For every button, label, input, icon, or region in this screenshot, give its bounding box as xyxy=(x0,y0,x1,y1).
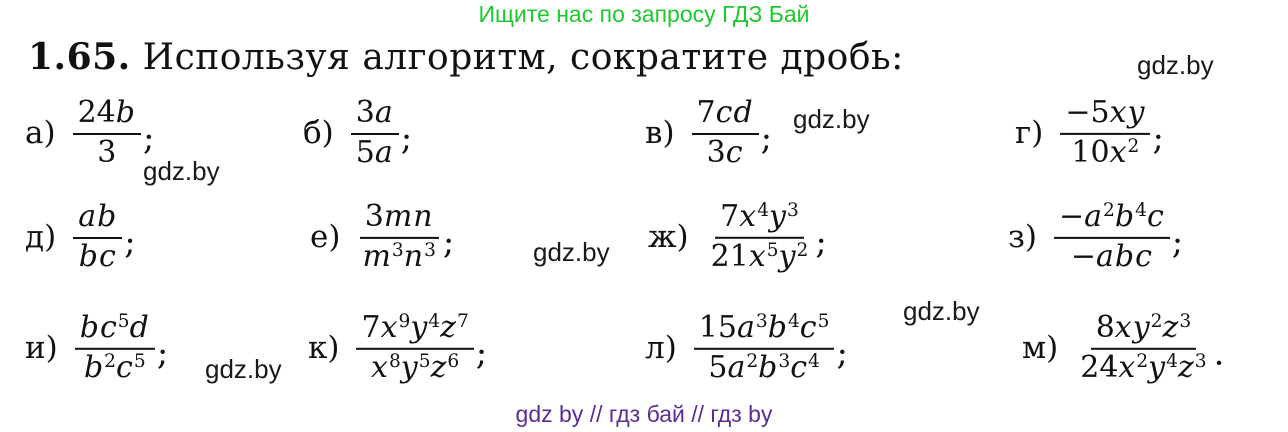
gdz-watermark: gdz.by xyxy=(1137,50,1214,80)
fraction-denominator: 3c xyxy=(706,134,744,170)
item-punctuation: . xyxy=(1213,333,1225,374)
item-punctuation: ; xyxy=(1171,222,1184,263)
fraction-numerator: $7x^9y^4z^7$ xyxy=(356,311,473,350)
item-punctuation: ; xyxy=(1152,118,1164,159)
fraction-numerator: 24b xyxy=(73,96,141,135)
item-punctuation: ; xyxy=(836,333,848,374)
fraction xyxy=(706,200,814,274)
item-label: д) xyxy=(25,219,57,255)
footer-watermark: gdz by // гдз бай // гдз by xyxy=(515,401,773,427)
fraction-denominator: 5a xyxy=(355,134,394,170)
item-label: а) xyxy=(25,115,56,151)
fraction-item xyxy=(25,96,154,170)
fraction-item xyxy=(648,200,827,274)
fraction-item xyxy=(303,96,412,170)
item-punctuation: ; xyxy=(475,333,488,374)
item-label: е) xyxy=(310,219,341,255)
gdz-watermark: gdz.by xyxy=(793,104,870,134)
fraction xyxy=(1054,200,1170,274)
fraction-item xyxy=(25,200,136,274)
item-label: м) xyxy=(1022,330,1059,366)
fraction-item xyxy=(310,200,454,274)
fraction-numerator: 3mn xyxy=(360,200,439,239)
fraction xyxy=(692,96,759,170)
top-promo-banner: Ищите нас по запросу ГДЗ Бай xyxy=(478,1,810,27)
fraction-item xyxy=(25,311,168,385)
item-punctuation: ; xyxy=(400,118,413,159)
fraction-numerator: 7cd xyxy=(692,96,759,135)
fraction xyxy=(75,311,155,385)
fraction-denominator: 3 xyxy=(97,134,117,170)
fraction-numerator: $8xy^2z^3$ xyxy=(1091,311,1196,350)
fraction-denominator: $x^8y^5z^6$ xyxy=(371,349,460,385)
gdz-watermark: gdz.by xyxy=(143,156,220,186)
fraction-numerator: $7x^4y^3$ xyxy=(715,200,804,239)
fraction-denominator: $10x^2$ xyxy=(1071,134,1140,170)
fraction-item xyxy=(645,96,772,170)
item-label: и) xyxy=(25,330,58,366)
fraction xyxy=(694,311,835,385)
fraction-item xyxy=(1022,311,1224,385)
fraction-numerator: $bc^5d$ xyxy=(75,311,155,350)
fraction-numerator: $-a^2b^4c$ xyxy=(1054,200,1170,239)
fraction xyxy=(1075,311,1211,385)
fraction-denominator: $5a^2b^3c^4$ xyxy=(708,349,820,385)
fraction-numerator: 3a xyxy=(351,96,399,135)
fraction-numerator: −5xy xyxy=(1060,96,1150,135)
fraction xyxy=(357,200,440,274)
item-punctuation: ; xyxy=(142,118,155,159)
gdz-watermark: gdz.by xyxy=(205,354,282,384)
fraction-denominator: $b^2c^5$ xyxy=(83,349,146,385)
fraction xyxy=(73,200,122,274)
gdz-watermark: gdz.by xyxy=(903,296,980,326)
item-label: л) xyxy=(645,330,677,366)
fraction-numerator: ab xyxy=(73,200,122,239)
item-punctuation: ; xyxy=(442,222,455,263)
fraction-denominator: −abc xyxy=(1070,238,1153,274)
fraction xyxy=(351,96,399,170)
exercise-title-text: Используя алгоритм, сократите дробь: xyxy=(142,37,904,78)
item-label: к) xyxy=(308,330,340,366)
item-punctuation: ; xyxy=(760,118,773,159)
fraction-numerator: $15a^3b^4c^5$ xyxy=(694,311,835,350)
exercise-title xyxy=(28,36,904,78)
item-label: б) xyxy=(303,115,334,151)
fraction-denominator: bc xyxy=(78,238,117,274)
fraction-denominator: $21x^5y^2$ xyxy=(710,238,809,274)
fraction-item xyxy=(645,311,848,385)
exercise-number: 1.65. xyxy=(28,36,131,78)
item-punctuation: ; xyxy=(124,222,136,263)
item-label: з) xyxy=(1008,219,1038,255)
fraction-denominator: $24x^2y^4z^3$ xyxy=(1080,349,1207,385)
fraction-denominator: $m^3n^3$ xyxy=(362,238,436,274)
fraction-item xyxy=(1008,200,1183,274)
gdz-watermark: gdz.by xyxy=(533,237,610,267)
item-label: г) xyxy=(1015,115,1044,151)
fraction xyxy=(356,311,473,385)
fraction xyxy=(73,96,141,170)
fraction-item xyxy=(308,311,487,385)
fraction-item xyxy=(1015,96,1164,170)
item-label: ж) xyxy=(648,219,689,255)
item-punctuation: ; xyxy=(156,333,169,374)
item-punctuation: ; xyxy=(815,222,827,263)
fraction xyxy=(1060,96,1150,170)
item-label: в) xyxy=(645,115,675,151)
